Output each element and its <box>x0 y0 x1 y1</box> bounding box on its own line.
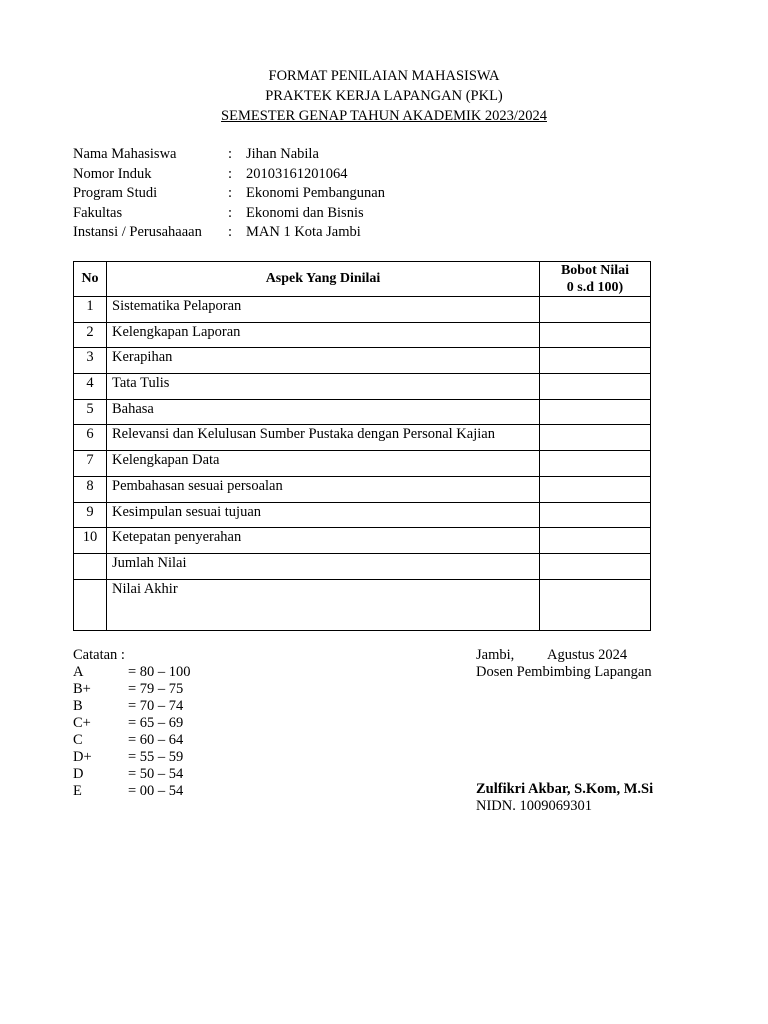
row-aspek: Kerapihan <box>107 348 540 374</box>
signature-role: Dosen Pembimbing Lapangan <box>476 664 652 680</box>
row-number: 2 <box>74 322 107 348</box>
grade-row <box>73 715 191 732</box>
table-row <box>74 399 651 425</box>
info-row-fakultas <box>73 204 385 224</box>
row-number: 10 <box>74 528 107 554</box>
grade-row <box>73 698 191 715</box>
nilai-akhir-row <box>74 579 651 630</box>
info-colon: : <box>228 224 233 240</box>
row-aspek: Ketepatan penyerahan <box>107 528 540 554</box>
grade-letter: C+ <box>73 715 91 731</box>
table-row <box>74 425 651 451</box>
info-colon: : <box>228 185 233 201</box>
info-label: Nomor Induk <box>73 165 152 182</box>
grade-range: = 70 – 74 <box>128 698 184 714</box>
grade-row <box>73 681 191 698</box>
row-bobot-cell[interactable] <box>540 425 651 451</box>
assessment-table <box>73 261 651 631</box>
row-number: 8 <box>74 476 107 502</box>
header-program: PRAKTEK KERJA LAPANGAN (PKL) <box>265 88 503 104</box>
info-label: Instansi / Perusahaaan <box>73 224 202 240</box>
signature-place: Jambi, <box>476 647 515 663</box>
table-row <box>74 374 651 400</box>
table-row <box>74 297 651 323</box>
table-row <box>74 502 651 528</box>
table-header-row <box>74 262 651 297</box>
header-no: No <box>74 262 107 297</box>
grade-row <box>73 766 191 783</box>
grade-range: = 65 – 69 <box>128 715 184 731</box>
document-header <box>0 66 768 126</box>
info-value: Ekonomi Pembangunan <box>246 185 385 201</box>
row-aspek: Tata Tulis <box>107 374 540 400</box>
grade-letter: E <box>73 783 82 799</box>
header-bobot <box>540 262 651 297</box>
signature-block <box>476 647 654 814</box>
signature-date: Agustus 2024 <box>547 647 628 663</box>
row-number: 9 <box>74 502 107 528</box>
row-bobot-cell[interactable] <box>540 297 651 323</box>
signature-nidn: NIDN. 1009069301 <box>476 798 592 814</box>
row-number-empty <box>74 553 107 579</box>
grade-letter: B+ <box>73 681 91 697</box>
info-label: Program Studi <box>73 185 158 201</box>
grade-range: = 55 – 59 <box>128 749 184 765</box>
jumlah-row <box>74 553 651 579</box>
grade-letter: D+ <box>73 749 92 765</box>
info-row-instansi <box>73 223 385 243</box>
student-info <box>73 145 385 243</box>
grade-row <box>73 664 191 681</box>
signature-place-date <box>476 647 652 664</box>
table-row <box>74 528 651 554</box>
info-row-nama <box>73 145 385 165</box>
grade-row <box>73 783 191 800</box>
grade-range: = 79 – 75 <box>128 681 184 697</box>
row-bobot-cell[interactable] <box>540 502 651 528</box>
jumlah-cell[interactable] <box>540 553 651 579</box>
info-row-prodi <box>73 184 385 204</box>
row-bobot-cell[interactable] <box>540 348 651 374</box>
row-aspek: Sistematika Pelaporan <box>107 297 540 323</box>
row-aspek: Relevansi dan Kelulusan Sumber Pustaka dengan Personal Kajian <box>107 425 540 451</box>
row-aspek: Kesimpulan sesuai tujuan <box>107 502 540 528</box>
row-aspek: Bahasa <box>107 399 540 425</box>
info-value: Ekonomi dan Bisnis <box>246 204 364 221</box>
row-bobot-cell[interactable] <box>540 451 651 477</box>
info-colon: : <box>228 204 233 221</box>
row-number: 4 <box>74 374 107 400</box>
info-row-nomor <box>73 165 385 185</box>
grade-row <box>73 749 191 766</box>
header-semester: SEMESTER GENAP TAHUN AKADEMIK 2023/2024 <box>221 108 547 124</box>
info-value: MAN 1 Kota Jambi <box>246 224 361 240</box>
row-number: 3 <box>74 348 107 374</box>
grade-letter: C <box>73 732 83 748</box>
info-colon: : <box>228 165 233 182</box>
row-bobot-cell[interactable] <box>540 399 651 425</box>
info-value: 20103161201064 <box>246 165 348 182</box>
info-label: Nama Mahasiswa <box>73 146 177 162</box>
row-number-empty <box>74 579 107 630</box>
row-aspek: Pembahasan sesuai persoalan <box>107 476 540 502</box>
grade-letter: B <box>73 698 83 714</box>
nilai-akhir-cell[interactable] <box>540 579 651 630</box>
grade-range: = 80 – 100 <box>128 664 191 680</box>
table-row <box>74 322 651 348</box>
row-aspek: Kelengkapan Laporan <box>107 322 540 348</box>
header-bobot-line1: Bobot Nilai <box>560 263 630 278</box>
notes-title: Catatan : <box>73 647 125 663</box>
grade-range: = 60 – 64 <box>128 732 184 748</box>
header-bobot-line2: 0 s.d 100) <box>566 280 624 295</box>
jumlah-label: Jumlah Nilai <box>107 553 540 579</box>
grade-notes <box>73 647 191 800</box>
table-row <box>74 348 651 374</box>
row-number: 7 <box>74 451 107 477</box>
table-row <box>74 451 651 477</box>
table-row <box>74 476 651 502</box>
header-title: FORMAT PENILAIAN MAHASISWA <box>268 68 500 84</box>
signature-name: Zulfikri Akbar, S.Kom, M.Si <box>476 781 654 797</box>
grade-row <box>73 732 191 749</box>
header-aspek: Aspek Yang Dinilai <box>107 262 540 297</box>
row-bobot-cell[interactable] <box>540 476 651 502</box>
row-bobot-cell[interactable] <box>540 322 651 348</box>
info-value: Jihan Nabila <box>246 146 319 162</box>
row-aspek: Kelengkapan Data <box>107 451 540 477</box>
row-number: 1 <box>74 297 107 323</box>
row-bobot-cell[interactable] <box>540 528 651 554</box>
grade-letter: D <box>73 766 84 782</box>
row-bobot-cell[interactable] <box>540 374 651 400</box>
nilai-akhir-label: Nilai Akhir <box>107 579 540 630</box>
row-number: 5 <box>74 399 107 425</box>
info-label: Fakultas <box>73 204 123 221</box>
grade-range: = 50 – 54 <box>128 766 184 782</box>
row-number: 6 <box>74 425 107 451</box>
grade-range: = 00 – 54 <box>128 783 184 799</box>
grade-letter: A <box>73 664 84 680</box>
info-colon: : <box>228 146 233 162</box>
